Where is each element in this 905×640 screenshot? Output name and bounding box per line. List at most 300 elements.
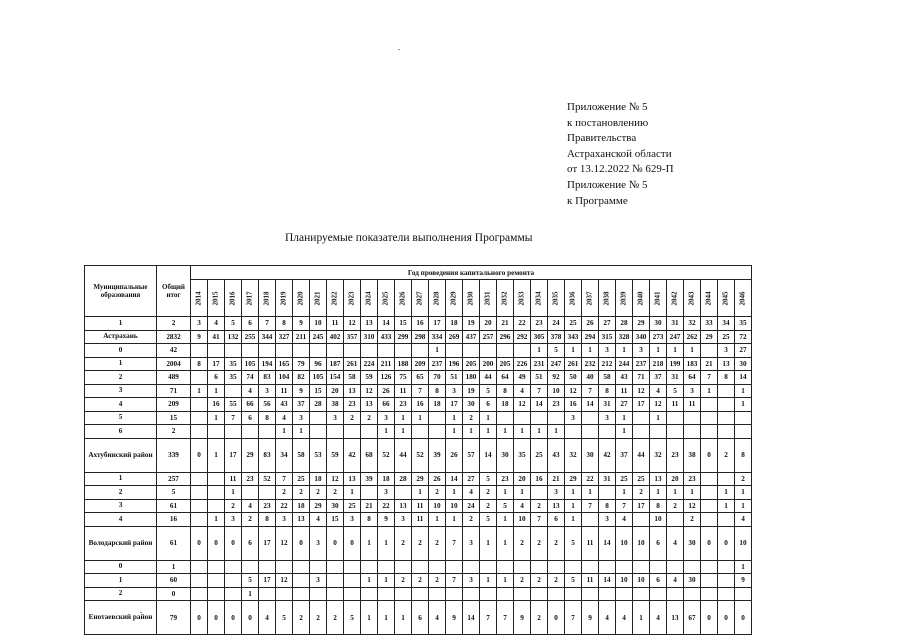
appendix-line: Приложение № 5 <box>567 101 648 113</box>
year-label: 2016 <box>228 291 237 306</box>
year-value-cell: 11 <box>616 384 633 398</box>
year-value-cell: 3 <box>463 574 480 588</box>
year-value-cell <box>514 411 531 425</box>
year-value-cell <box>395 344 412 358</box>
year-value-cell: 2 <box>684 513 701 527</box>
year-value-cell: 7 <box>225 411 242 425</box>
year-value-cell: 2 <box>735 472 752 486</box>
year-value-cell: 1 <box>361 526 378 560</box>
year-value-cell: 39 <box>429 438 446 472</box>
appendix-line: от 13.12.2022 № 629-П <box>567 163 674 176</box>
year-value-cell: 14 <box>599 574 616 588</box>
year-value-cell: 16 <box>412 398 429 412</box>
table-row <box>85 601 752 635</box>
year-value-cell: 13 <box>344 472 361 486</box>
year-value-cell: 13 <box>667 601 684 635</box>
year-value-cell <box>718 425 735 439</box>
year-value-cell: 7 <box>565 601 582 635</box>
year-value-cell: 2 <box>718 438 735 472</box>
year-label: 2027 <box>415 291 424 306</box>
year-value-cell <box>701 587 718 601</box>
row-name: 3 <box>85 499 157 513</box>
year-label: 2025 <box>381 291 390 306</box>
table-row <box>85 357 752 371</box>
year-value-cell: 12 <box>650 398 667 412</box>
year-value-cell: 31 <box>599 398 616 412</box>
year-value-cell: 2 <box>514 574 531 588</box>
year-value-cell: 1 <box>412 411 429 425</box>
year-value-cell: 0 <box>191 526 208 560</box>
year-value-cell: 244 <box>616 357 633 371</box>
year-value-cell: 24 <box>463 499 480 513</box>
year-value-cell: 4 <box>242 499 259 513</box>
year-value-cell: 5 <box>480 384 497 398</box>
year-value-cell <box>701 574 718 588</box>
year-value-cell: 6 <box>242 526 259 560</box>
year-value-cell: 8 <box>259 513 276 527</box>
year-value-cell: 16 <box>208 398 225 412</box>
year-value-cell: 1 <box>208 438 225 472</box>
year-value-cell <box>208 560 225 574</box>
year-value-cell: 0 <box>548 601 565 635</box>
year-value-cell: 5 <box>276 601 293 635</box>
row-name: 6 <box>85 425 157 439</box>
year-value-cell: 23 <box>259 499 276 513</box>
year-value-cell: 11 <box>684 398 701 412</box>
year-value-cell: 194 <box>259 357 276 371</box>
year-value-cell: 8 <box>361 513 378 527</box>
year-value-cell: 6 <box>548 513 565 527</box>
year-value-cell: 7 <box>701 371 718 385</box>
year-value-cell <box>225 560 242 574</box>
year-value-cell: 10 <box>616 574 633 588</box>
year-value-cell: 1 <box>446 425 463 439</box>
year-value-cell: 29 <box>242 438 259 472</box>
year-value-cell: 4 <box>650 601 667 635</box>
year-value-cell <box>582 425 599 439</box>
year-value-cell: 16 <box>565 398 582 412</box>
year-value-cell: 7 <box>582 499 599 513</box>
year-value-cell: 52 <box>378 438 395 472</box>
year-value-cell: 205 <box>497 357 514 371</box>
year-value-cell: 11 <box>667 398 684 412</box>
year-value-cell: 261 <box>565 357 582 371</box>
year-value-cell: 18 <box>310 472 327 486</box>
year-value-cell: 1 <box>395 411 412 425</box>
table-row <box>85 371 752 385</box>
year-value-cell: 1 <box>650 344 667 358</box>
year-value-cell <box>191 499 208 513</box>
year-value-cell <box>293 344 310 358</box>
year-value-cell: 6 <box>242 411 259 425</box>
year-value-cell: 20 <box>667 472 684 486</box>
year-value-cell: 209 <box>412 357 429 371</box>
year-label: 2026 <box>398 291 407 306</box>
year-header <box>446 280 463 317</box>
year-header <box>684 280 701 317</box>
year-label: 2024 <box>364 291 373 306</box>
year-value-cell: 257 <box>480 330 497 344</box>
year-value-cell: 245 <box>310 330 327 344</box>
year-value-cell: 3 <box>344 513 361 527</box>
year-value-cell: 1 <box>208 411 225 425</box>
table-row <box>85 587 752 601</box>
year-value-cell: 12 <box>514 398 531 412</box>
table-row <box>85 438 752 472</box>
year-value-cell: 5 <box>344 601 361 635</box>
year-value-cell: 11 <box>225 472 242 486</box>
year-value-cell: 26 <box>582 317 599 331</box>
year-label: 2041 <box>653 291 662 306</box>
year-value-cell: 1 <box>191 384 208 398</box>
year-value-cell: 3 <box>684 384 701 398</box>
year-value-cell <box>582 411 599 425</box>
year-value-cell <box>599 486 616 500</box>
year-value-cell: 10 <box>548 384 565 398</box>
year-value-cell <box>208 486 225 500</box>
year-value-cell: 3 <box>599 513 616 527</box>
year-value-cell: 237 <box>633 357 650 371</box>
year-value-cell <box>480 344 497 358</box>
year-value-cell: 2 <box>327 486 344 500</box>
row-name: Енотаевский район <box>85 601 157 635</box>
year-value-cell: 1 <box>650 486 667 500</box>
year-value-cell <box>208 425 225 439</box>
year-value-cell: 334 <box>429 330 446 344</box>
year-value-cell <box>344 574 361 588</box>
year-value-cell <box>582 513 599 527</box>
row-name: 1 <box>85 574 157 588</box>
year-value-cell <box>259 425 276 439</box>
year-header <box>395 280 412 317</box>
year-value-cell: 224 <box>361 357 378 371</box>
year-header <box>259 280 276 317</box>
appendix-line: к постановлению <box>567 116 649 129</box>
year-value-cell: 10 <box>735 526 752 560</box>
year-value-cell: 17 <box>633 398 650 412</box>
year-value-cell: 1 <box>718 486 735 500</box>
year-value-cell <box>327 425 344 439</box>
year-value-cell: 7 <box>446 574 463 588</box>
year-value-cell: 1 <box>395 601 412 635</box>
year-value-cell <box>191 587 208 601</box>
year-value-cell: 32 <box>650 438 667 472</box>
year-value-cell: 11 <box>276 384 293 398</box>
year-value-cell <box>293 587 310 601</box>
year-value-cell: 8 <box>735 438 752 472</box>
year-value-cell <box>225 574 242 588</box>
year-value-cell <box>701 560 718 574</box>
year-value-cell <box>599 560 616 574</box>
year-value-cell <box>616 587 633 601</box>
year-value-cell: 13 <box>361 398 378 412</box>
year-value-cell <box>446 560 463 574</box>
year-value-cell <box>633 560 650 574</box>
year-value-cell <box>616 560 633 574</box>
year-value-cell: 38 <box>684 438 701 472</box>
year-value-cell: 188 <box>395 357 412 371</box>
year-value-cell: 1 <box>446 513 463 527</box>
year-value-cell: 1 <box>531 344 548 358</box>
year-value-cell: 25 <box>718 330 735 344</box>
year-value-cell <box>378 344 395 358</box>
row-name: 5 <box>85 411 157 425</box>
year-value-cell: 2 <box>531 526 548 560</box>
year-value-cell: 35 <box>514 438 531 472</box>
year-value-cell: 68 <box>361 438 378 472</box>
year-value-cell: 41 <box>208 330 225 344</box>
year-value-cell: 21 <box>497 317 514 331</box>
year-value-cell: 3 <box>463 526 480 560</box>
year-value-cell: 1 <box>480 526 497 560</box>
year-header <box>412 280 429 317</box>
year-value-cell: 196 <box>446 357 463 371</box>
year-value-cell: 10 <box>429 499 446 513</box>
year-value-cell: 1 <box>718 499 735 513</box>
year-value-cell: 30 <box>327 499 344 513</box>
year-value-cell: 43 <box>616 371 633 385</box>
table-row <box>85 472 752 486</box>
year-value-cell: 3 <box>293 411 310 425</box>
row-name: 2 <box>85 486 157 500</box>
year-value-cell: 2 <box>412 526 429 560</box>
year-header <box>310 280 327 317</box>
year-value-cell: 1 <box>735 398 752 412</box>
year-value-cell: 294 <box>582 330 599 344</box>
year-value-cell: 0 <box>225 526 242 560</box>
row-name: 1 <box>85 472 157 486</box>
year-value-cell: 1 <box>429 344 446 358</box>
year-value-cell: 1 <box>378 425 395 439</box>
year-value-cell: 14 <box>599 526 616 560</box>
year-value-cell: 1 <box>531 425 548 439</box>
year-value-cell: 15 <box>395 317 412 331</box>
year-value-cell: 2 <box>395 574 412 588</box>
year-value-cell <box>276 344 293 358</box>
year-value-cell: 6 <box>650 574 667 588</box>
year-value-cell: 65 <box>412 371 429 385</box>
year-value-cell <box>633 513 650 527</box>
year-label: 2028 <box>432 291 441 306</box>
year-value-cell: 39 <box>361 472 378 486</box>
year-value-cell: 52 <box>412 438 429 472</box>
row-total: 5 <box>157 486 191 500</box>
year-value-cell: 13 <box>361 317 378 331</box>
column-header-municipality: Муниципальные образования <box>85 266 157 317</box>
year-header <box>225 280 242 317</box>
year-value-cell: 18 <box>293 499 310 513</box>
year-label: 2038 <box>602 291 611 306</box>
year-value-cell <box>701 344 718 358</box>
year-value-cell: 205 <box>463 357 480 371</box>
year-value-cell: 1 <box>446 486 463 500</box>
year-header <box>293 280 310 317</box>
year-value-cell: 0 <box>242 601 259 635</box>
year-value-cell: 2 <box>361 411 378 425</box>
year-value-cell: 27 <box>599 317 616 331</box>
year-value-cell: 43 <box>276 398 293 412</box>
year-value-cell: 50 <box>565 371 582 385</box>
year-value-cell: 38 <box>327 398 344 412</box>
year-value-cell: 6 <box>650 526 667 560</box>
year-value-cell: 35 <box>225 357 242 371</box>
year-value-cell <box>395 486 412 500</box>
year-value-cell: 187 <box>327 357 344 371</box>
year-value-cell <box>225 587 242 601</box>
year-value-cell: 83 <box>259 438 276 472</box>
year-header <box>718 280 735 317</box>
year-value-cell <box>531 560 548 574</box>
year-value-cell: 1 <box>412 486 429 500</box>
year-value-cell: 13 <box>395 499 412 513</box>
year-value-cell: 56 <box>259 398 276 412</box>
row-name: Ахтубинский район <box>85 438 157 472</box>
row-total: 209 <box>157 398 191 412</box>
year-value-cell: 0 <box>735 601 752 635</box>
year-value-cell: 11 <box>582 574 599 588</box>
year-value-cell: 1 <box>480 574 497 588</box>
year-value-cell <box>242 486 259 500</box>
year-value-cell: 3 <box>259 384 276 398</box>
year-value-cell: 92 <box>548 371 565 385</box>
year-value-cell: 1 <box>378 601 395 635</box>
year-value-cell: 67 <box>684 601 701 635</box>
year-value-cell: 4 <box>259 601 276 635</box>
year-value-cell <box>480 587 497 601</box>
year-value-cell: 26 <box>378 384 395 398</box>
year-header <box>701 280 718 317</box>
year-value-cell: 237 <box>429 357 446 371</box>
year-value-cell: 0 <box>293 526 310 560</box>
year-value-cell: 10 <box>616 526 633 560</box>
row-total: 1 <box>157 560 191 574</box>
year-value-cell: 8 <box>650 499 667 513</box>
year-value-cell: 6 <box>208 371 225 385</box>
year-value-cell: 8 <box>276 317 293 331</box>
year-value-cell: 1 <box>497 425 514 439</box>
year-value-cell: 11 <box>412 499 429 513</box>
year-value-cell: 299 <box>395 330 412 344</box>
year-value-cell: 1 <box>667 486 684 500</box>
year-value-cell: 4 <box>735 513 752 527</box>
year-value-cell: 104 <box>276 371 293 385</box>
year-value-cell: 42 <box>599 438 616 472</box>
year-value-cell: 3 <box>327 411 344 425</box>
year-value-cell: 37 <box>616 438 633 472</box>
year-value-cell <box>463 560 480 574</box>
year-value-cell: 9 <box>582 601 599 635</box>
year-value-cell: 7 <box>497 601 514 635</box>
year-value-cell: 7 <box>259 317 276 331</box>
year-value-cell: 11 <box>395 384 412 398</box>
row-name: 3 <box>85 384 157 398</box>
year-value-cell <box>650 425 667 439</box>
year-value-cell: 328 <box>616 330 633 344</box>
appendix-line: Правительства <box>567 132 637 145</box>
year-value-cell: 9 <box>735 574 752 588</box>
year-value-cell <box>191 574 208 588</box>
year-value-cell: 247 <box>548 357 565 371</box>
appendix-line: Приложение № 5 <box>567 178 648 191</box>
year-value-cell: 2 <box>531 499 548 513</box>
table-row <box>85 344 752 358</box>
year-value-cell: 1 <box>225 486 242 500</box>
year-value-cell: 310 <box>361 330 378 344</box>
year-value-cell: 2 <box>310 486 327 500</box>
year-value-cell <box>480 560 497 574</box>
year-value-cell: 31 <box>667 317 684 331</box>
year-value-cell: 52 <box>259 472 276 486</box>
year-value-cell <box>684 587 701 601</box>
year-label: 2039 <box>619 291 628 306</box>
year-value-cell: 29 <box>633 317 650 331</box>
year-label: 2021 <box>313 291 322 306</box>
year-value-cell: 11 <box>412 513 429 527</box>
year-header <box>616 280 633 317</box>
year-value-cell <box>327 344 344 358</box>
year-value-cell <box>361 486 378 500</box>
year-value-cell: 26 <box>446 438 463 472</box>
year-value-cell: 17 <box>259 574 276 588</box>
year-value-cell: 231 <box>531 357 548 371</box>
year-value-cell: 17 <box>208 357 225 371</box>
year-value-cell: 27 <box>463 472 480 486</box>
year-value-cell <box>310 560 327 574</box>
year-value-cell: 126 <box>378 371 395 385</box>
year-value-cell: 1 <box>616 425 633 439</box>
year-value-cell: 1 <box>344 486 361 500</box>
year-value-cell: 8 <box>497 384 514 398</box>
year-value-cell <box>446 587 463 601</box>
year-value-cell: 8 <box>429 384 446 398</box>
year-value-cell: 1 <box>735 384 752 398</box>
year-value-cell: 262 <box>684 330 701 344</box>
year-value-cell: 0 <box>701 601 718 635</box>
year-value-cell: 8 <box>259 411 276 425</box>
year-value-cell <box>667 411 684 425</box>
year-value-cell: 1 <box>565 486 582 500</box>
row-total: 61 <box>157 526 191 560</box>
appendix-line: Астраханской области <box>567 147 672 160</box>
year-value-cell: 32 <box>684 317 701 331</box>
year-value-cell: 16 <box>531 472 548 486</box>
year-value-cell: 0 <box>344 526 361 560</box>
year-value-cell: 7 <box>412 384 429 398</box>
row-total: 60 <box>157 574 191 588</box>
year-header <box>378 280 395 317</box>
year-value-cell: 74 <box>242 371 259 385</box>
year-header <box>497 280 514 317</box>
year-value-cell: 1 <box>480 425 497 439</box>
year-header <box>276 280 293 317</box>
year-value-cell: 2 <box>667 499 684 513</box>
year-label: 2015 <box>211 291 220 306</box>
year-header <box>429 280 446 317</box>
year-value-cell: 14 <box>735 371 752 385</box>
year-value-cell: 1 <box>463 425 480 439</box>
year-value-cell <box>718 472 735 486</box>
year-value-cell <box>344 344 361 358</box>
year-value-cell: 9 <box>293 317 310 331</box>
year-value-cell: 1 <box>497 486 514 500</box>
year-value-cell <box>395 560 412 574</box>
document-title: Планируемые показатели выполнения Программы <box>285 232 533 244</box>
year-value-cell: 0 <box>191 438 208 472</box>
year-value-cell: 212 <box>599 357 616 371</box>
year-value-cell: 1 <box>701 384 718 398</box>
year-value-cell <box>259 344 276 358</box>
year-value-cell <box>429 425 446 439</box>
